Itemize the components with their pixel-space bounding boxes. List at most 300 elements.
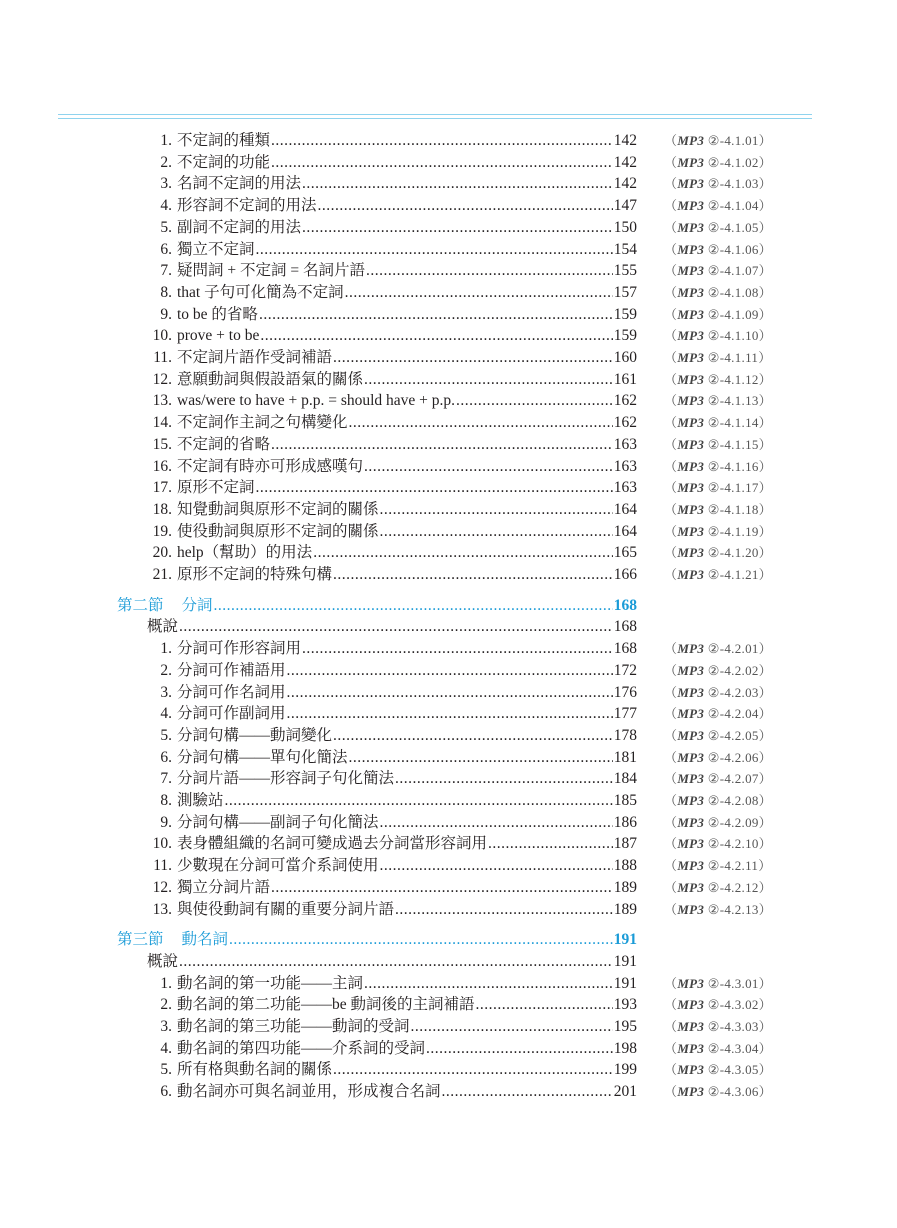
mp3-label: MP3 [677,501,705,517]
mp3-track: ②-4.1.06 [707,241,759,257]
mp3-reference[interactable] [664,703,772,725]
mp3-track: ②-4.1.08 [707,284,759,300]
entry-page: 186 [613,813,637,831]
mp3-reference[interactable] [664,477,772,499]
entry-number: 16. [152,457,172,475]
section-leader [117,929,637,951]
mp3-reference[interactable] [664,304,772,326]
entry-page: 154 [613,240,637,258]
entry-title: 分詞句構——副詞子句化簡法 [177,813,379,831]
entry-page: 162 [613,392,637,410]
entry-number: 21. [152,566,172,583]
toc-entry[interactable] [0,725,897,747]
entry-page: 201 [613,1083,637,1101]
entry-page: 163 [613,435,637,453]
mp3-track: ②-4.2.04 [707,706,759,722]
paren-close: ） [758,350,772,365]
paren-open: （ [664,684,678,700]
paren-open: （ [664,415,678,431]
entry-title: 動名詞的第二功能——be 動詞後的主詞補語 [177,996,475,1014]
dot-leader [364,456,613,478]
overview-entry[interactable] [0,616,897,638]
mp3-reference[interactable] [664,1081,772,1103]
paren-close: ） [758,393,772,409]
entry-leader [177,1059,637,1081]
dot-leader [179,616,613,638]
paren-open: （ [664,154,678,170]
mp3-track: ②-4.1.07 [707,263,759,279]
paren-open: （ [664,641,678,657]
entry-number: 7. [160,262,172,280]
mp3-label: MP3 [677,154,705,170]
mp3-track: ②-4.1.16 [707,458,759,474]
mp3-label: MP3 [677,901,705,917]
entry-title: prove + to be [177,327,260,345]
entry-title: to be 的省略 [177,305,258,323]
toc-entry[interactable] [0,217,897,239]
dot-leader [260,325,612,347]
entry-number: 1. [160,640,172,658]
entry-page: 142 [613,153,637,171]
entry-title: that 子句可化簡為不定詞 [177,283,344,301]
toc-entry[interactable] [0,412,897,434]
entry-title: 表身體組織的名詞可變成過去分詞當形容詞用 [177,835,488,853]
paren-open: （ [664,284,678,300]
mp3-label: MP3 [677,480,705,496]
mp3-track: ②-4.1.14 [707,415,759,431]
paren-close: ） [758,836,772,852]
paren-open: （ [664,814,678,830]
paren-close: ） [758,219,772,235]
section-leader [117,595,637,617]
toc-entry[interactable] [0,390,897,412]
toc-entry[interactable] [0,304,897,326]
entry-page: 150 [613,218,637,236]
entry-title: 副詞不定詞的用法 [177,218,302,236]
entry-page: 178 [613,726,637,744]
mp3-label: MP3 [677,858,705,874]
toc-entry[interactable] [0,282,897,304]
dot-leader [395,899,613,921]
entry-title: 疑問詞 + 不定詞 = 名詞片語 [177,262,365,280]
entry-leader [177,768,637,790]
toc-entry[interactable] [0,638,897,660]
paren-open: （ [664,1040,678,1056]
entry-number: 6. [160,748,172,766]
mp3-reference[interactable] [664,390,772,412]
entry-number: 9. [160,305,172,323]
paren-open: （ [664,1062,678,1078]
mp3-label: MP3 [677,545,705,561]
mp3-reference[interactable] [664,855,772,877]
mp3-reference[interactable] [664,682,772,704]
entry-page: 172 [613,661,637,679]
dot-leader [456,390,613,412]
toc-entry[interactable] [0,325,897,347]
entry-number: 11. [153,857,172,875]
entry-number: 13. [152,392,172,410]
mp3-track: ②-4.1.05 [707,219,759,235]
entry-title: 不定詞的種類 [177,132,271,149]
mp3-track: ②-4.3.01 [707,975,759,991]
mp3-reference[interactable] [664,1059,772,1081]
mp3-reference[interactable] [664,877,772,899]
entry-title: 不定詞的省略 [177,435,271,453]
mp3-reference[interactable] [664,434,772,456]
mp3-track: ②-4.3.03 [707,1019,759,1034]
mp3-reference[interactable] [664,768,772,790]
mp3-track: ②-4.1.18 [707,501,759,517]
mp3-label: MP3 [677,1040,705,1056]
mp3-track: ②-4.2.05 [707,727,759,743]
entry-number: 8. [160,792,172,809]
mp3-track: ②-4.1.17 [707,480,759,496]
mp3-reference[interactable] [664,369,772,391]
entry-title: 分詞句構——動詞變化 [177,726,333,744]
paren-open: （ [664,567,678,582]
section-page: 168 [613,596,637,614]
paren-close: ） [758,501,772,517]
paren-open: （ [664,133,678,148]
entry-page: 163 [613,479,637,497]
entry-number: 15. [152,435,172,453]
entry-leader [177,260,637,282]
toc-entry[interactable] [0,682,897,704]
mp3-reference[interactable] [664,173,772,195]
paren-close: ） [758,176,772,192]
toc-entry[interactable] [0,703,897,725]
entry-leader [177,521,637,543]
entry-title: 原形不定詞的特殊句構 [177,566,333,583]
paren-close: ） [758,879,772,895]
entry-page: 177 [613,705,637,723]
dot-leader [349,412,613,434]
mp3-track: ②-4.1.02 [707,154,759,170]
toc-entry[interactable] [0,434,897,456]
paren-close: ） [758,545,772,561]
dot-leader [214,595,613,617]
paren-close: ） [758,480,772,496]
paren-open: （ [664,480,678,496]
mp3-reference[interactable] [664,833,772,855]
dot-leader [366,260,613,282]
paren-close: ） [758,415,772,431]
entry-number: 5. [160,726,172,744]
entry-number: 8. [160,283,172,301]
mp3-reference[interactable] [664,1016,772,1038]
dot-leader [380,812,613,834]
paren-open: （ [664,393,678,409]
mp3-track: ②-4.1.12 [707,371,759,387]
entry-page: 199 [613,1061,637,1079]
dot-leader [313,542,613,564]
mp3-track: ②-4.1.21 [707,567,759,582]
mp3-track: ②-4.2.09 [707,814,759,830]
entry-number: 5. [160,1061,172,1079]
paren-open: （ [664,836,678,852]
mp3-track: ②-4.1.11 [707,350,759,365]
mp3-label: MP3 [677,975,705,991]
mp3-reference[interactable] [664,412,772,434]
toc-entry[interactable] [0,173,897,195]
entry-page: 191 [613,974,637,992]
paren-open: （ [664,263,678,279]
entry-leader [177,434,637,456]
mp3-label: MP3 [677,176,705,192]
entry-leader [177,195,637,217]
entry-page: 157 [613,283,637,301]
section-heading[interactable] [0,595,897,617]
overview-leader [147,951,637,973]
entry-number: 10. [152,327,172,345]
entry-page: 155 [613,262,637,280]
mp3-reference[interactable] [664,725,772,747]
overview-entry[interactable] [0,951,897,973]
toc-entry[interactable] [0,768,897,790]
dot-leader [364,369,613,391]
toc-entry[interactable] [0,877,897,899]
toc-entry[interactable] [0,260,897,282]
dot-leader [259,304,613,326]
dot-leader [380,521,613,543]
dot-leader [256,239,613,261]
mp3-track: ②-4.3.06 [707,1084,759,1100]
paren-open: （ [664,523,678,539]
toc-entry[interactable] [0,994,897,1016]
mp3-label: MP3 [677,879,705,895]
mp3-reference[interactable] [664,812,772,834]
paren-close: ） [758,306,772,322]
entry-number: 17. [152,479,172,497]
toc-entry[interactable] [0,790,897,812]
mp3-label: MP3 [677,771,705,787]
paren-close: ） [758,1019,772,1034]
entry-page: 162 [613,414,637,432]
paren-close: ） [758,684,772,700]
paren-close: ） [758,198,772,214]
toc-entry[interactable] [0,1081,897,1103]
dot-leader [426,1038,613,1060]
mp3-track: ②-4.2.07 [707,771,759,787]
entry-page: 184 [613,770,637,788]
toc-entry[interactable] [0,660,897,682]
dot-leader [287,703,613,725]
paren-close: ） [758,727,772,743]
mp3-label: MP3 [677,793,705,808]
mp3-reference[interactable] [664,790,772,812]
mp3-reference[interactable] [664,260,772,282]
paren-close: ） [758,1062,772,1078]
toc-entry[interactable] [0,812,897,834]
entry-leader [177,412,637,434]
toc-entry[interactable] [0,130,897,152]
entry-leader [177,994,637,1016]
entry-leader [177,369,637,391]
entry-leader [177,130,637,152]
mp3-label: MP3 [677,436,705,452]
dot-leader [302,217,613,239]
entry-leader [177,456,637,478]
section-title: 分詞 [181,596,213,614]
toc-entry[interactable] [0,499,897,521]
mp3-reference[interactable] [664,152,772,174]
entry-page: 195 [613,1018,637,1035]
paren-close: ） [758,858,772,874]
mp3-reference[interactable] [664,660,772,682]
entry-title: 原形不定詞 [177,479,255,497]
mp3-label: MP3 [677,133,705,148]
mp3-reference[interactable] [664,564,772,586]
entry-leader [177,347,637,369]
paren-open: （ [664,176,678,192]
toc-entry[interactable] [0,521,897,543]
mp3-track: ②-4.2.02 [707,662,759,678]
section-number: 第二節 [117,596,164,614]
mp3-label: MP3 [677,458,705,474]
toc-entry[interactable] [0,899,897,921]
entry-leader [177,564,637,586]
paren-close: ） [758,523,772,539]
mp3-track: ②-4.2.06 [707,749,759,765]
mp3-label: MP3 [677,1084,705,1100]
toc-entry[interactable] [0,195,897,217]
entry-leader [177,682,637,704]
entry-leader [177,1081,637,1103]
overview-page: 191 [613,952,637,970]
entry-leader [177,812,637,834]
overview-title: 概說 [147,618,179,636]
toc-entry[interactable] [0,347,897,369]
paren-open: （ [664,306,678,322]
toc-entry[interactable] [0,152,897,174]
entry-number: 4. [160,705,172,723]
entry-number: 20. [152,544,172,562]
entry-page: 159 [613,327,637,345]
toc-entry[interactable] [0,564,897,586]
toc-entry[interactable] [0,855,897,877]
entry-number: 14. [152,414,172,432]
mp3-track: ②-4.2.08 [707,793,759,808]
entry-leader [177,899,637,921]
mp3-track: ②-4.1.03 [707,176,759,192]
entry-leader [177,855,637,877]
mp3-label: MP3 [677,641,705,657]
mp3-reference[interactable] [664,325,772,347]
entry-leader [177,499,637,521]
paren-close: ） [758,154,772,170]
dot-leader [333,725,613,747]
toc-entry[interactable] [0,369,897,391]
section-heading[interactable] [0,929,897,951]
mp3-reference[interactable] [664,973,772,995]
mp3-label: MP3 [677,706,705,722]
paren-open: （ [664,501,678,517]
toc-entry[interactable] [0,456,897,478]
entry-title: 分詞可作副詞用 [177,705,286,723]
paren-close: ） [758,567,772,582]
mp3-reference[interactable] [664,130,772,152]
entry-title: 與使役動詞有關的重要分詞片語 [177,900,395,918]
mp3-track: ②-4.2.03 [707,684,759,700]
mp3-reference[interactable] [664,542,772,564]
paren-open: （ [664,858,678,874]
dot-leader [225,790,613,812]
mp3-reference[interactable] [664,239,772,261]
entry-number: 6. [160,1083,172,1101]
toc-entry[interactable] [0,747,897,769]
mp3-label: MP3 [677,814,705,830]
entry-page: 142 [613,175,637,193]
dot-leader [380,499,613,521]
toc-entry[interactable] [0,1016,897,1038]
mp3-reference[interactable] [664,899,772,921]
mp3-label: MP3 [677,415,705,431]
toc-entry[interactable] [0,477,897,499]
entry-leader [177,1038,637,1060]
paren-close: ） [758,1084,772,1100]
paren-close: ） [758,133,772,148]
mp3-label: MP3 [677,219,705,235]
toc-entry[interactable] [0,239,897,261]
paren-open: （ [664,771,678,787]
mp3-label: MP3 [677,350,705,365]
paren-open: （ [664,975,678,991]
dot-leader [349,747,613,769]
mp3-reference[interactable] [664,195,772,217]
toc-entry[interactable] [0,1038,897,1060]
mp3-label: MP3 [677,523,705,539]
mp3-reference[interactable] [664,217,772,239]
entry-number: 13. [152,900,172,918]
entry-title: 少數現在分詞可當介系詞使用 [177,857,379,875]
paren-close: ） [758,771,772,787]
toc-entry[interactable] [0,542,897,564]
paren-close: ） [758,662,772,678]
entry-leader [177,703,637,725]
paren-close: ） [758,814,772,830]
entry-title: 獨立分詞片語 [177,878,271,896]
mp3-track: ②-4.1.10 [707,328,759,344]
overview-leader [147,616,637,638]
mp3-track: ②-4.3.04 [707,1040,759,1056]
paren-open: （ [664,706,678,722]
mp3-reference[interactable] [664,1038,772,1060]
mp3-label: MP3 [677,263,705,279]
mp3-label: MP3 [677,567,705,582]
entry-leader [177,239,637,261]
mp3-reference[interactable] [664,747,772,769]
mp3-reference[interactable] [664,521,772,543]
mp3-reference[interactable] [664,499,772,521]
entry-page: 165 [613,544,637,562]
mp3-reference[interactable] [664,282,772,304]
dot-leader [256,477,613,499]
mp3-track: ②-4.2.10 [707,836,759,852]
dot-leader [476,994,613,1016]
paren-open: （ [664,749,678,765]
entry-leader [177,638,637,660]
toc-entry[interactable] [0,1059,897,1081]
entry-title: 分詞可作名詞用 [177,683,286,701]
mp3-reference[interactable] [664,456,772,478]
mp3-reference[interactable] [664,994,772,1016]
dot-leader [229,929,613,951]
toc-entry[interactable] [0,833,897,855]
paren-open: （ [664,328,678,344]
mp3-reference[interactable] [664,347,772,369]
toc-entry[interactable] [0,973,897,995]
mp3-reference[interactable] [664,638,772,660]
